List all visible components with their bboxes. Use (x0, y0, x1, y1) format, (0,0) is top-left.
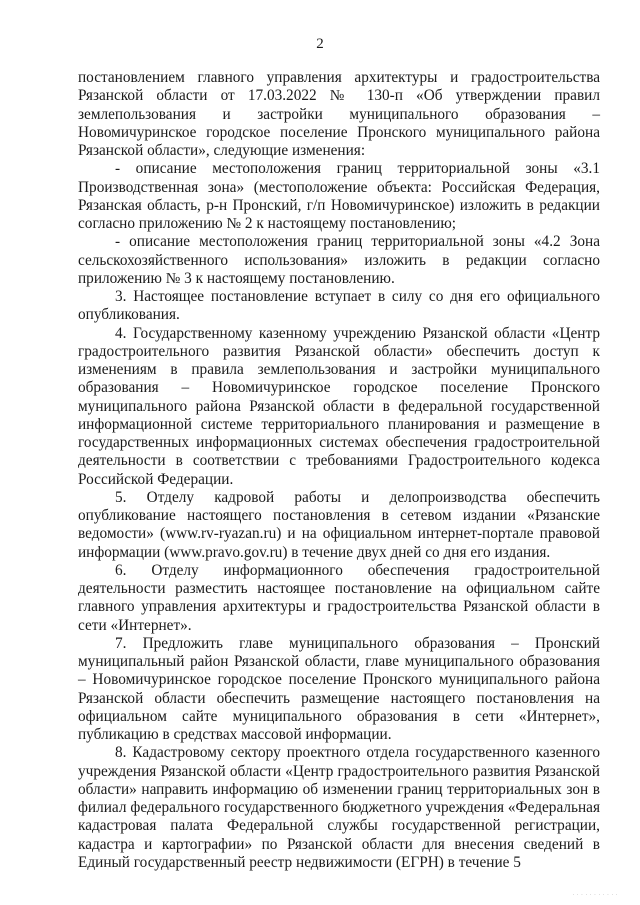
page-number: 2 (316, 36, 324, 52)
paragraph-item-4: 4. Государственному казенному учреждению Рязанской области «Центр градостроительного развития Рязанской области» обеспечить доступ к изменениям в правила землепользования и застройки муниципального образования – Новомичуринское городское поселение Пронского муниципального района Рязанской области в федеральной государственной информационной системе территориального планирования и размещение в государственных информационных системах обеспечения градостроительной деятельности в соответствии с требованиями Градостроительного кодекса Российской Федерации. (78, 324, 600, 488)
paragraph-item-5: 5. Отделу кадровой работы и делопроизводства обеспечить опубликование настоящего постановления в сетевом издании «Рязанские ведомости» (www.rv-ryazan.ru) и на официальном интернет-портале правовой информации (www.pravo.gov.ru) в течение двух дней со дня его издания. (78, 488, 600, 561)
paragraph-zone-3-1: - описание местоположения границ территориальной зоны «3.1 Производственная зона» (местоположение объекта: Российская Федерация, Рязанская область, р-н Пронский, г/п Новомичуринское) изложить в редакции согласно приложению № 2 к настоящему постановлению; (78, 160, 600, 232)
paragraph-item-3: 3. Настоящее постановление вступает в силу со дня его официального опубликования. (78, 288, 600, 324)
paragraph-item-6: 6. Отделу информационного обеспечения градостроительной деятельности разместить настоящее постановление на официальном сайте главного управления архитектуры и градостроительства Рязанской области в сети «Интернет». (78, 561, 600, 634)
paragraph-zone-4-2: - описание местоположения границ территориальной зоны «4.2 Зона сельскохозяйственного использования» изложить в редакции согласно приложению № 3 к настоящему постановлению. (78, 233, 600, 287)
paragraph-item-8: 8. Кадастровому сектору проектного отдела государственного казенного учреждения Рязанской области «Центр градостроительного развития Рязанской области» направить информацию об изменении границ территориальных зон в филиал федерального государственного бюджетного учреждения «Федеральная кадастровая палата Федеральной службы государственной регистрации, кадастра и картографии» по Рязанской области для внесения сведений в Единый государственный реестр недвижимости (ЕГРН) в течение 5 (78, 744, 600, 871)
paragraph-item-7: 7. Предложить главе муниципального образования – Пронский муниципальный район Рязанской области, главе муниципального образования – Новомичуринское городское поселение Пронского муниципального района Рязанской области обеспечить размещение настоящего постановления на официальном сайте муниципального образования в сети «Интернет», публикацию в средствах массовой информации. (78, 634, 600, 743)
paragraph-continuation: постановлением главного управления архитектуры и градостроительства Рязанской области от 17.03.2022 № 130-п «Об утверждении правил землепользования и застройки муниципального образования – Новомичуринское городское поселение Пронского муниципального района Рязанской области», следующие изменения: (78, 69, 600, 159)
scan-artifact: . . . . . . . . . . . (572, 891, 618, 897)
document-body (78, 69, 600, 872)
